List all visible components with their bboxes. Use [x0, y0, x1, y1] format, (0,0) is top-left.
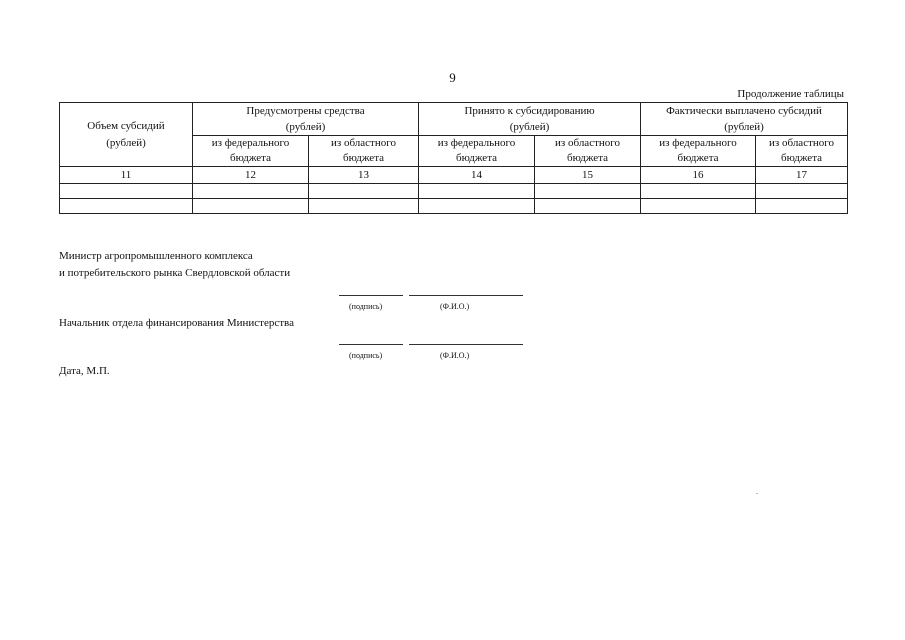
table-cell[interactable]	[535, 184, 641, 199]
finance-head-name-caption: (Ф.И.О.)	[440, 351, 470, 360]
paid-federal-header	[641, 136, 756, 167]
accepted-subsidy-unit: (рублей)	[509, 121, 550, 133]
provided-regional-line1: из областного	[331, 137, 396, 149]
minister-signature-line[interactable]	[339, 295, 403, 296]
provided-federal-line1: из федерального	[211, 137, 290, 149]
finance-head-signature-caption: (подпись)	[349, 351, 383, 360]
table-continuation-label: Продолжение таблицы	[737, 88, 844, 100]
minister-signature-caption: (подпись)	[349, 302, 383, 311]
paid-subsidy-unit: (рублей)	[724, 121, 764, 133]
accepted-federal-line2: бюджета	[456, 152, 498, 164]
subsidy-table	[59, 102, 848, 214]
column-number: 16	[641, 167, 756, 184]
table-cell[interactable]	[309, 199, 419, 214]
table-cell[interactable]	[60, 199, 193, 214]
accepted-federal-header	[419, 136, 535, 167]
paid-subsidy-title: Фактически выплачено субсидий	[666, 105, 822, 117]
page-number: 9	[449, 70, 456, 85]
column-number: 15	[535, 167, 641, 184]
provided-funds-unit: (рублей)	[285, 121, 326, 133]
table-cell[interactable]	[193, 199, 309, 214]
provided-federal-header	[193, 136, 309, 167]
paid-regional-header	[756, 136, 848, 167]
minister-title-line2: и потребительского рынка Свердловской области	[59, 267, 291, 279]
paid-federal-line1: из федерального	[659, 137, 737, 149]
finance-head-name-line[interactable]	[409, 344, 523, 345]
provided-regional-header	[309, 136, 419, 167]
paid-federal-line2: бюджета	[677, 152, 719, 164]
accepted-regional-line2: бюджета	[567, 152, 609, 164]
table-row	[60, 184, 848, 199]
column-number: 12	[193, 167, 309, 184]
minister-title-line1: Министр агропромышленного комплекса	[59, 250, 253, 262]
date-stamp-label: Дата, М.П.	[59, 365, 110, 377]
provided-funds-title: Предусмотрены средства	[246, 105, 365, 117]
table-cell[interactable]	[309, 184, 419, 199]
paid-subsidy-header	[641, 103, 848, 136]
table-cell[interactable]	[641, 184, 756, 199]
table-cell[interactable]	[419, 199, 535, 214]
table-cell[interactable]	[193, 184, 309, 199]
accepted-regional-line1: из областного	[555, 137, 621, 149]
table-cell[interactable]	[419, 184, 535, 199]
finance-head-title: Начальник отдела финансирования Министерства	[59, 317, 294, 329]
accepted-subsidy-title: Принято к субсидированию	[464, 105, 595, 117]
accepted-subsidy-header	[419, 103, 641, 136]
column-number: 13	[309, 167, 419, 184]
column-number-row	[60, 167, 848, 184]
minister-name-caption: (Ф.И.О.)	[440, 302, 470, 311]
column-number: 14	[419, 167, 535, 184]
table-cell[interactable]	[535, 199, 641, 214]
subsidy-volume-header-line2: (рублей)	[106, 136, 146, 149]
accepted-regional-header	[535, 136, 641, 167]
provided-regional-line2: бюджета	[343, 152, 385, 164]
table-cell[interactable]	[756, 199, 848, 214]
paid-regional-line1: из областного	[769, 137, 835, 149]
finance-head-signature-line[interactable]	[339, 344, 403, 345]
column-number: 17	[756, 167, 848, 184]
minister-name-line[interactable]	[409, 295, 523, 296]
column-number: 11	[60, 167, 193, 184]
subsidy-volume-header	[60, 103, 193, 167]
table-cell[interactable]	[756, 184, 848, 199]
table-cell[interactable]	[60, 184, 193, 199]
table-cell[interactable]	[641, 199, 756, 214]
table-row	[60, 199, 848, 214]
subsidy-volume-header-line1: Объем субсидий	[87, 119, 165, 132]
provided-federal-line2: бюджета	[229, 152, 271, 164]
scan-speck	[756, 493, 758, 494]
paid-regional-line2: бюджета	[781, 152, 823, 164]
accepted-federal-line1: из федерального	[437, 137, 516, 149]
provided-funds-header	[193, 103, 419, 136]
table-header-row-1	[60, 103, 848, 136]
